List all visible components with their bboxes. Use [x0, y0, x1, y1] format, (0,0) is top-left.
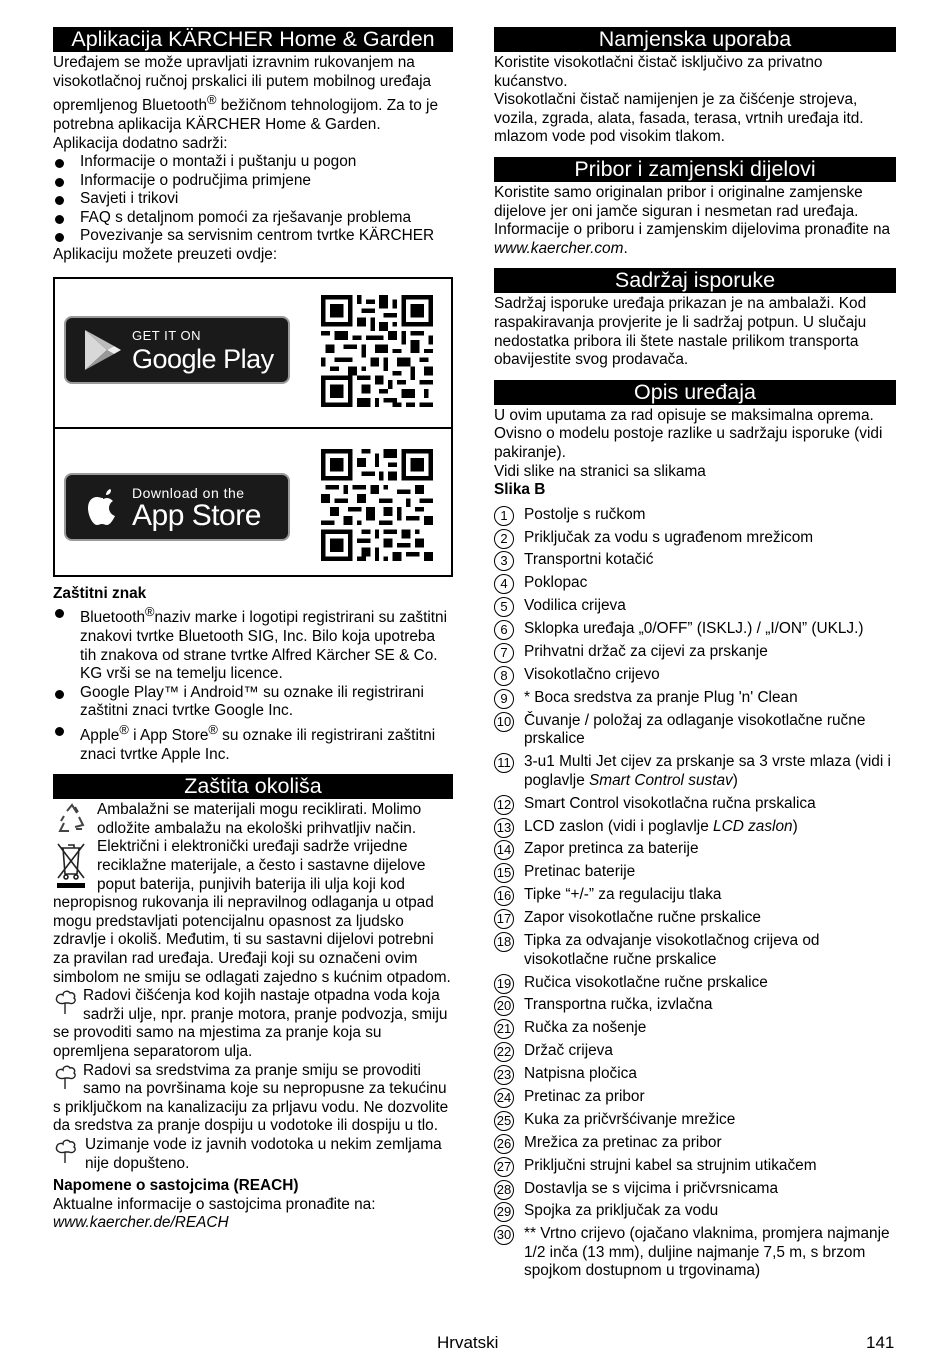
part-label: Čuvanje / položaj za odlaganje visokotlačne ručne prskalice	[524, 711, 866, 748]
part-number-badge: 14	[494, 840, 514, 860]
part-item	[494, 886, 896, 905]
part-number-badge: 15	[494, 863, 514, 883]
env-recycling-note: Ambalažni se materijali mogu reciklirati. Molimo odložite ambalažu na ekološki prihvatljiv način.	[53, 801, 453, 838]
part-number-badge: 12	[494, 795, 514, 815]
part-label: Poklopac	[524, 574, 588, 592]
footer-language: Hrvatski	[437, 1333, 499, 1352]
scope-heading: Sadržaj isporuke	[494, 268, 896, 293]
part-item	[494, 1180, 896, 1199]
part-label: Natpisna pločica	[524, 1065, 637, 1083]
left-column	[53, 27, 453, 1233]
part-label: Dostavlja se s vijcima i pričvrsnicama	[524, 1179, 779, 1197]
part-label: Ručica visokotlačne ručne prskalice	[524, 973, 768, 991]
part-number-badge: 27	[494, 1157, 514, 1177]
environment-tree-icon	[53, 1064, 77, 1090]
part-number-badge: 11	[494, 753, 514, 773]
part-number-badge: 20	[494, 996, 514, 1016]
part-item	[494, 996, 896, 1015]
part-item	[494, 574, 896, 593]
part-label: Spojka za priključak za vodu	[524, 1202, 719, 1220]
description-p2: Vidi slike na stranici sa slikama	[494, 462, 706, 480]
app-feature-item: Informacije o područjima primjene	[53, 172, 453, 191]
app-download-text: Aplikaciju možete preuzeti ovdje:	[53, 246, 278, 264]
part-number-badge: 7	[494, 643, 514, 663]
reach-heading: Napomene o sastojcima (REACH)	[53, 1177, 299, 1195]
kaercher-link[interactable]: www.kaercher.com	[494, 239, 624, 257]
env-detergent-note: Radovi sa sredstvima za pranje smiju se provoditi samo na površinama koje su nepropusne za tekućinu s priključkom na kanalizaciju za prljavu vodu. Ne dozvolite da sredstva za pranje dospiju u vodotoke ili dospiju u tlo.	[53, 1061, 449, 1135]
app-feature-item: FAQ s detaljnom pomoći za rješavanje problema	[53, 209, 453, 228]
part-item	[494, 712, 896, 749]
part-label: Zapor visokotlačne ručne prskalice	[524, 909, 761, 927]
part-number-badge: 23	[494, 1065, 514, 1085]
part-number-badge: 10	[494, 712, 514, 732]
part-number-badge: 17	[494, 909, 514, 929]
crossed-bin-icon	[55, 840, 87, 890]
env-oil-note: Radovi čišćenja kod kojih nastaje otpadna voda koja sadrži ulje, npr. pranje motora, pranje podvozja, smiju se provoditi samo na mjestima za pranje koja su opremljena separatorom ulja.	[53, 987, 448, 1060]
part-label-end: )	[732, 771, 738, 789]
google-play-icon	[79, 328, 123, 372]
part-item	[494, 1225, 896, 1281]
part-item	[494, 551, 896, 570]
part-label: Vodilica crijeva	[524, 597, 626, 615]
store-box	[53, 277, 453, 577]
part-number-badge: 28	[494, 1180, 514, 1200]
accessories-p1: Koristite samo originalan pribor i originalne zamjenske dijelove jer oni jamče siguran i nesmetan rad uređaja.	[494, 183, 863, 220]
part-item	[494, 643, 896, 662]
part-label-end: )	[792, 817, 798, 835]
part-label: Tipke “+/-” za regulaciju tlaka	[524, 886, 722, 904]
part-label: Smart Control visokotlačna ručna prskalica	[524, 794, 816, 812]
part-number-badge: 13	[494, 818, 514, 838]
part-item	[494, 666, 896, 685]
trademark-item: Google Play™ i Android™ su oznake ili registrirani zaštitni znaci tvrtke Google Inc.	[53, 684, 453, 721]
part-label: 3-u1 Multi Jet cijev za prskanje sa 3 vrste mlaza (vidi i poglavlje	[524, 753, 891, 789]
part-number-badge: 2	[494, 529, 514, 549]
part-number-badge: 21	[494, 1019, 514, 1039]
environment-section-heading: Zaštita okoliša	[53, 774, 453, 799]
part-number-badge: 5	[494, 597, 514, 617]
part-number-badge: 22	[494, 1042, 514, 1062]
apple-badge-big-text: App Store	[132, 498, 261, 532]
reach-link[interactable]: www.kaercher.de/REACH	[53, 1214, 229, 1232]
environment-tree-icon	[53, 989, 77, 1015]
part-label: Pretinac baterije	[524, 863, 636, 881]
qr-code-google	[321, 295, 433, 407]
part-number-badge: 19	[494, 974, 514, 994]
part-chapter-ref: LCD zaslon	[713, 817, 793, 835]
google-play-row	[55, 279, 451, 427]
part-label: Transportni kotačić	[524, 551, 654, 569]
figure-label: Slika B	[494, 481, 546, 499]
part-item	[494, 1111, 896, 1130]
accessories-heading: Pribor i zamjenski dijelovi	[494, 157, 896, 182]
part-item	[494, 909, 896, 928]
google-badge-small-text: GET IT ON	[132, 327, 202, 343]
part-number-badge: 6	[494, 620, 514, 640]
part-item	[494, 1042, 896, 1061]
part-label: LCD zaslon (vidi i poglavlje	[524, 817, 714, 835]
part-item	[494, 597, 896, 616]
description-heading: Opis uređaja	[494, 380, 896, 405]
description-p1: U ovim uputama za rad opisuje se maksimalna oprema. Ovisno o modelu postoje razlike u sadržaju isporuke (vidi pakiranje).	[494, 406, 883, 461]
part-chapter-ref: Smart Control sustav	[589, 771, 733, 789]
part-item	[494, 1019, 896, 1038]
part-label: Držač crijeva	[524, 1042, 613, 1060]
part-item	[494, 753, 896, 790]
part-label: * Boca sredstva za pranje Plug 'n' Clean	[524, 688, 798, 706]
environment-tree-icon	[53, 1138, 77, 1164]
part-item	[494, 1088, 896, 1107]
trademark-item: Apple® i App Store® su oznake ili registrirani zaštitni znaci tvrtke Apple Inc.	[53, 721, 453, 764]
env-water-note: Uzimanje vode iz javnih vodotoka u nekim zemljama nije dopušteno.	[53, 1136, 453, 1173]
part-number-badge: 1	[494, 506, 514, 526]
app-section-heading: Aplikacija KÄRCHER Home & Garden	[53, 27, 453, 52]
part-item	[494, 863, 896, 882]
part-label: Visokotlačno crijevo	[524, 665, 660, 683]
qr-code-apple	[321, 449, 433, 561]
intended-use-heading: Namjenska uporaba	[494, 27, 896, 52]
part-number-badge: 29	[494, 1202, 514, 1222]
part-label: Priključak za vodu s ugrađenom mrežicom	[524, 528, 814, 546]
apple-badge-small-text: Download on the	[132, 484, 245, 501]
part-label: Pretinac za pribor	[524, 1087, 645, 1105]
part-number-badge: 26	[494, 1134, 514, 1154]
part-label: Kuka za pričvršćivanje mrežice	[524, 1110, 736, 1128]
google-badge-big-text: Google Play	[132, 343, 274, 374]
part-label: Tipka za odvajanje visokotlačnog crijeva od visokotlačne ručne prskalice	[524, 932, 820, 968]
trademark-heading: Zaštitni znak	[53, 584, 147, 602]
part-item	[494, 818, 896, 837]
part-item	[494, 620, 896, 639]
app-feature-item: Informacije o montaži i puštanju u pogon	[53, 153, 453, 172]
part-item	[494, 974, 896, 993]
right-column	[494, 27, 896, 1285]
accessories-p2: Informacije o priboru i zamjenskim dijelovima pronađite na www.kaercher.com.	[494, 221, 891, 257]
trademark-item: Bluetooth®naziv marke i logotipi registrirani su zaštitni znakovi tvrtke Bluetooth SIG, Inc. Bilo koja upotreba tih znakova od strane tvrtke Alfred Kärcher SE & Co. KG vrši se na temelju licence.	[53, 603, 453, 684]
part-number-badge: 30	[494, 1225, 514, 1245]
part-number-badge: 9	[494, 689, 514, 709]
part-label: Postolje s ručkom	[524, 505, 646, 523]
scope-text: Sadržaj isporuke uređaja prikazan je na ambalaži. Kod raspakiravanja provjerite je li sadržaj potpun. U slučaju nedostatka pribora ili štete nastale prilikom transporta obavijestite svog prodavača.	[494, 295, 867, 369]
env-weee-note: Električni i elektronički uređaji sadrže vrijedne reciklažne materijale, a često i sastavne dijelove poput baterija, punjivih baterija ili ulja koji kod nepropisnog rukovanja ili nepravilnog odlaganja u otpad mogu predstavljati potencijalnu opasnost za ljudsko zdravlje i okoliš. Međutim, ti su sastavni dijelovi potrebni za pravilan rad uređaja. Uređaji koji su označeni ovim simbolom ne smiju se odlagati zajedno s kućnim otpadom.	[53, 838, 451, 986]
part-label: Sklopka uređaja „0/OFF” (ISKLJ.) / „I/ON” (UKLJ.)	[524, 620, 864, 638]
app-store-badge[interactable]	[64, 473, 290, 541]
part-number-badge: 25	[494, 1111, 514, 1131]
app-feature-item: Povezivanje sa servisnim centrom tvrtke KÄRCHER	[53, 227, 453, 246]
part-label: Priključni strujni kabel sa strujnim utikačem	[524, 1156, 817, 1174]
app-feature-item: Savjeti i trikovi	[53, 190, 453, 209]
part-item	[494, 506, 896, 525]
part-number-badge: 4	[494, 574, 514, 594]
part-item	[494, 529, 896, 548]
part-label: Prihvatni držač za cijevi za prskanje	[524, 643, 768, 661]
intended-use-p2: Visokotlačni čistač namijenjen je za čišćenje strojeva, vozila, zgrada, alata, fasada, terasa, vrtnih uređaja itd. mlazom vode pod visokim tlakom.	[494, 91, 864, 146]
part-number-badge: 24	[494, 1088, 514, 1108]
part-label: Ručka za nošenje	[524, 1019, 647, 1037]
app-also: Aplikacija dodatno sadrži:	[53, 134, 228, 152]
part-item	[494, 1202, 896, 1221]
part-number-badge: 16	[494, 886, 514, 906]
app-store-row	[55, 427, 451, 577]
part-number-badge: 8	[494, 666, 514, 686]
part-item	[494, 1134, 896, 1153]
reach-text: Aktualne informacije o sastojcima pronađite na:	[53, 1195, 376, 1213]
parts-list	[494, 506, 896, 1281]
part-item	[494, 840, 896, 859]
recycling-icon	[55, 803, 89, 837]
part-item	[494, 689, 896, 708]
part-item	[494, 932, 896, 969]
part-item	[494, 1065, 896, 1084]
part-label: ** Vrtno crijevo (ojačano vlaknima, promjera najmanje 1/2 inča (13 mm), duljine najmanje 7,5 m, s brzom spojkom dostupnom u trgovinama)	[524, 1225, 890, 1280]
part-label: Mrežica za pretinac za pribor	[524, 1133, 722, 1151]
part-label: Transportna ručka, izvlačna	[524, 996, 713, 1014]
google-play-badge[interactable]	[64, 316, 290, 384]
part-number-badge: 18	[494, 932, 514, 952]
part-item	[494, 795, 896, 814]
part-label: Zapor pretinca za baterije	[524, 840, 699, 858]
part-number-badge: 3	[494, 551, 514, 571]
footer-page-number: 141	[866, 1333, 895, 1352]
part-item	[494, 1157, 896, 1176]
app-intro: Uređajem se može upravljati izravnim rukovanjem na visokotlačnoj ručnoj prskalici ili putem mobilnog uređaja opremljenog Bluetooth® bežičnom tehnologijom. Za to je potrebna aplikacija KÄRCHER Home & Garden.	[53, 54, 439, 133]
apple-icon	[84, 485, 122, 529]
intended-use-p1: Koristite visokotlačni čistač isključivo za privatno kućanstvo.	[494, 54, 823, 90]
